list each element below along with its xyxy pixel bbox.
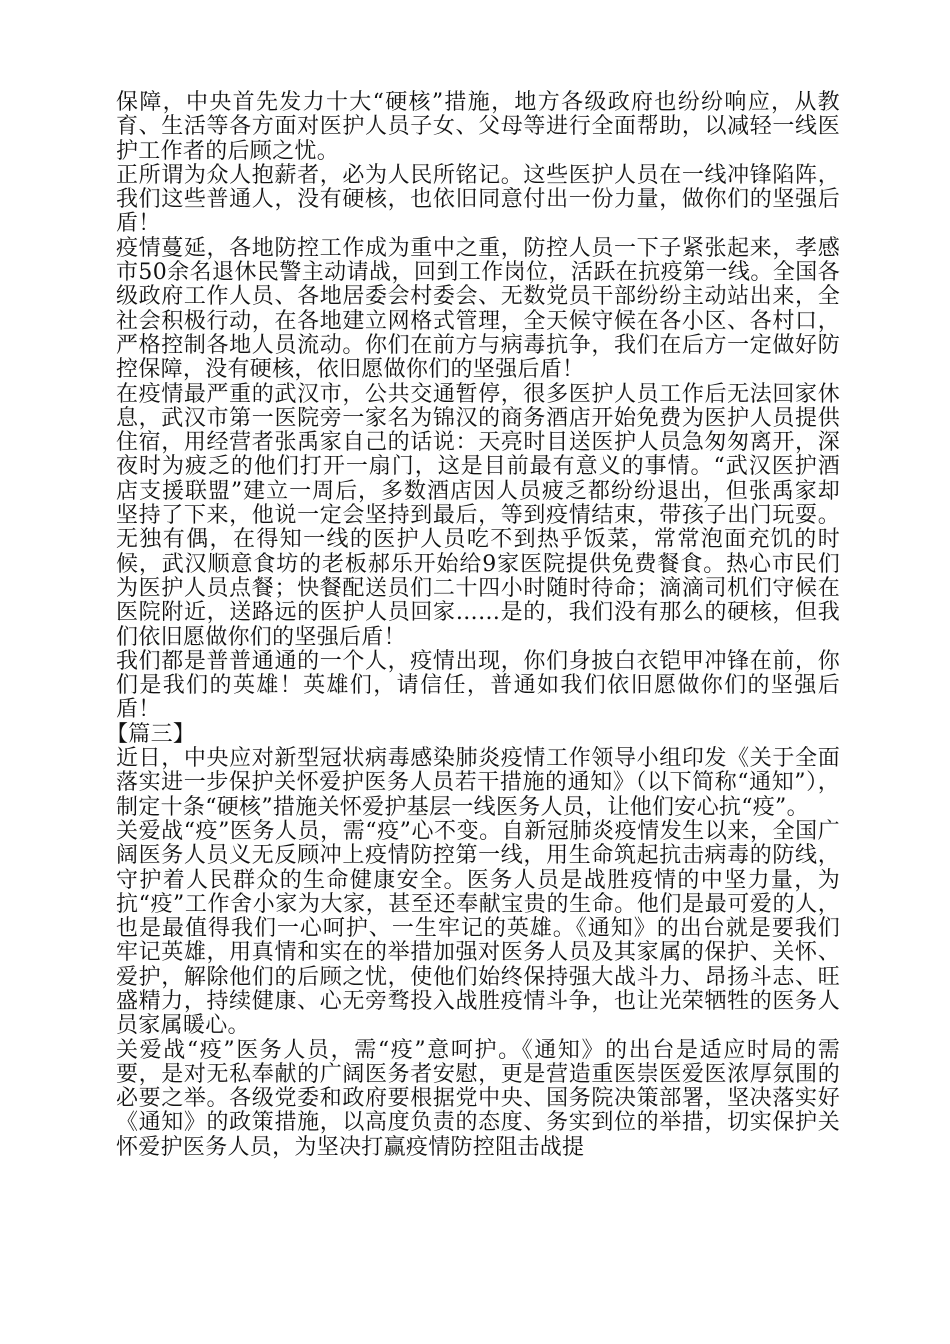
paragraph-8: 关爱战“疫”医务人员，需“疫”意呵护。《通知》的出台是适应时局的需要，是对无私奉献的广阔医务者安慰，更是营造重医崇医爱医浓厚氛围的必要之举。各级党委和政府要根据党中央、国务院决策部署，坚决落实好《通知》的政策措施，以高度负责的态度、务实到位的举措，切实保护关怀爱护医务人员，为坚决打赢疫情防控阻击战提 — [116, 1037, 840, 1160]
paragraph-7: 关爱战“疫”医务人员，需“疫”心不变。自新冠肺炎疫情发生以来，全国广阔医务人员义无反顾冲上疫情防控第一线，用生命筑起抗击病毒的防线，守护着人民群众的生命健康安全。医务人员是战胜疫情的中坚力量，为抗“疫”工作舍小家为大家，甚至还奉献宝贵的生命。他们是最可爱的人，也是最值得我们一心呵护、一生牢记的英雄。《通知》的出台就是要我们牢记英雄，用真情和实在的举措加强对医务人员及其家属的保护、关怀、爱护，解除他们的后顾之忧，使他们始终保持强大战斗力、昂扬斗志、旺盛精力，持续健康、心无旁骛投入战胜疫情斗争，也让光荣牺牲的医务人员家属暖心。 — [116, 818, 840, 1039]
paragraph-2: 正所谓为众人抱薪者，必为人民所铭记。这些医护人员在一线冲锋陷阵，我们这些普通人，没有硬核，也依旧同意付出一份力量，做你们的坚强后盾！ — [116, 162, 840, 237]
document-body — [106, 90, 840, 1160]
paragraph-3: 疫情蔓延，各地防控工作成为重中之重，防控人员一下子紧张起来，孝感市50余名退休民警主动请战，回到工作岗位，活跃在抗疫第一线。全国各级政府工作人员、各地居委会村委会、无数党员干部纷纷主动站出来，全社会积极行动，在各地建立网格式管理，全天候守候在各小区、各村口，严格控制各地人员流动。你们在前方与病毒抗争，我们在后方一定做好防控保障，没有硬核，依旧愿做你们的坚强后盾！ — [116, 235, 840, 383]
paragraph-5: 我们都是普普通通的一个人，疫情出现，你们身披白衣铠甲冲锋在前，你们是我们的英雄！英雄们，请信任，普通如我们依旧愿做你们的坚强后盾！ — [116, 648, 840, 723]
paragraph-6: 近日，中央应对新型冠状病毒感染肺炎疫情工作领导小组印发《关于全面落实进一步保护关怀爱护医务人员若干措施的通知》（以下简称“通知”），制定十条“硬核”措施关怀爱护基层一线医务人员，让他们安心抗“疫”。 — [116, 746, 840, 820]
paragraph-4: 在疫情最严重的武汉市，公共交通暂停，很多医护人员工作后无法回家休息，武汉市第一医院旁一家名为锦汉的商务酒店开始免费为医护人员提供住宿，用经营者张禹家自己的话说：天亮时目送医护人员急匆匆离开，深夜时为疲乏的他们打开一扇门，这是目前最有意义的事情。“武汉医护酒店支援联盟”建立一周后，多数酒店因人员疲乏都纷纷退出，但张禹家却坚持了下来，他说一定会坚持到最后，等到疫情结束，带孩子出门玩耍。无独有偶，在得知一线的医护人员吃不到热乎饭菜，常常泡面充饥的时候，武汉顺意食坊的老板郝乐开始给9家医院提供免费餐食。热心市民们为医护人员点餐；快餐配送员们二十四小时随时待命；滴滴司机们守候在医院附近，送路远的医护人员回家……是的，我们没有那么的硬核，但我们依旧愿做你们的坚强后盾！ — [116, 381, 840, 650]
paragraph-1: 保障，中央首先发力十大“硬核”措施，地方各级政府也纷纷响应，从教育、生活等各方面对医护人员子女、父母等进行全面帮助，以减轻一线医护工作者的后顾之忧。 — [116, 90, 840, 164]
section-heading: 【篇三】 — [106, 721, 196, 747]
